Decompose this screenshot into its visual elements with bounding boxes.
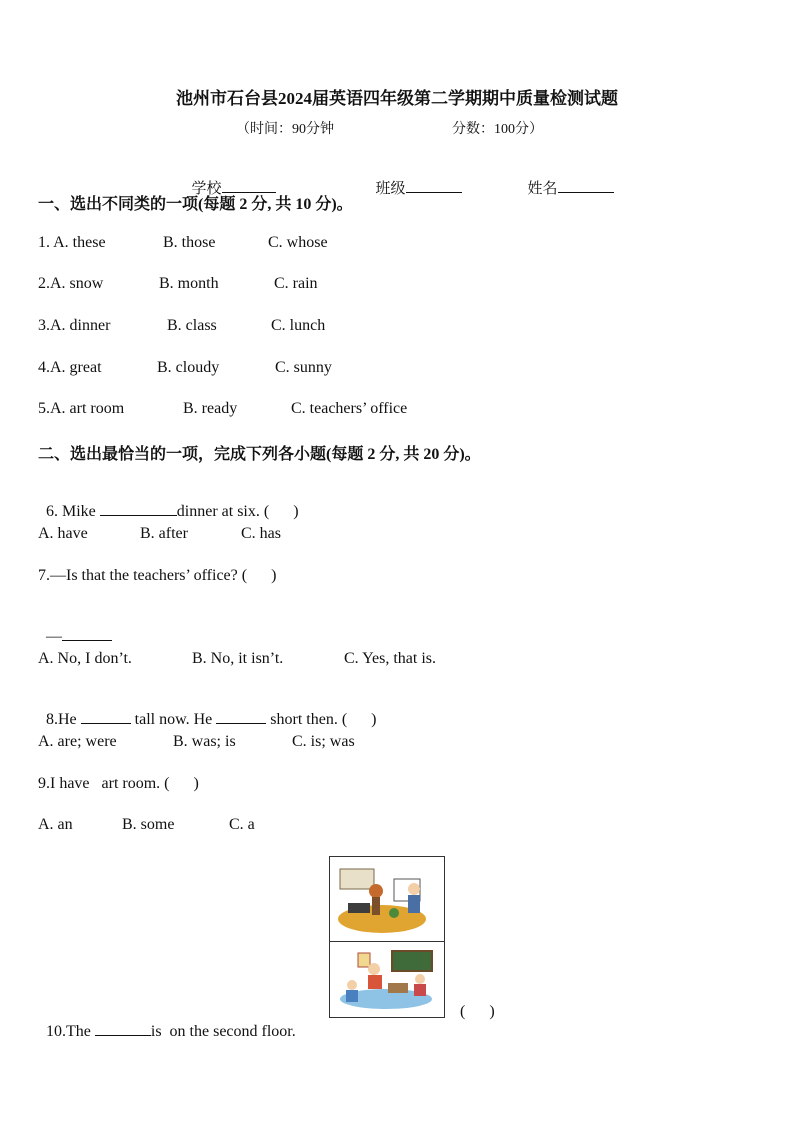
school-label: 学校 bbox=[191, 181, 222, 197]
exam-time: （时间：90分钟 bbox=[236, 122, 334, 137]
section1-heading: 一、选出不同类的一项(每题 2 分, 共 10 分)。 bbox=[38, 196, 353, 213]
q9-option-b[interactable]: B. some bbox=[122, 816, 175, 833]
q8-blank-1[interactable] bbox=[81, 709, 131, 724]
q3-option-a[interactable]: 3.A. dinner bbox=[38, 317, 111, 334]
name-label: 姓名 bbox=[527, 181, 558, 197]
q10-stem-start: 10.The bbox=[46, 1023, 95, 1040]
q8-option-c[interactable]: C. is; was bbox=[292, 733, 355, 750]
q1-option-b[interactable]: B. those bbox=[163, 234, 216, 251]
q8-option-b[interactable]: B. was; is bbox=[173, 733, 236, 750]
exam-score: 分数：100分） bbox=[452, 122, 543, 137]
question-8 bbox=[38, 691, 376, 729]
q10-answer-paren[interactable]: ( ) bbox=[460, 1003, 495, 1020]
section2-heading: 二、选出最恰当的一项，完成下列各小题(每题 2 分, 共 20 分)。 bbox=[38, 446, 481, 463]
q9-stem: 9.I have art room. ( ) bbox=[38, 775, 199, 792]
q8-option-a[interactable]: A. are; were bbox=[38, 733, 117, 750]
q9-option-c[interactable]: C. a bbox=[229, 816, 255, 833]
q6-option-b[interactable]: B. after bbox=[140, 525, 188, 542]
q3-option-c[interactable]: C. lunch bbox=[271, 317, 326, 334]
q8-stem-end: short then. ( ) bbox=[266, 711, 377, 728]
q3-option-b[interactable]: B. class bbox=[167, 317, 217, 334]
q8-stem-start: 8.He bbox=[46, 711, 81, 728]
q8-blank-2[interactable] bbox=[216, 709, 266, 724]
picture-divider bbox=[330, 941, 444, 942]
q6-blank[interactable] bbox=[100, 501, 177, 516]
name-field[interactable] bbox=[520, 160, 614, 198]
q7-dash: — bbox=[46, 628, 62, 645]
q9-option-a[interactable]: A. an bbox=[38, 816, 73, 833]
q5-option-c[interactable]: C. teachers’ office bbox=[291, 400, 408, 417]
q6-option-c[interactable]: C. has bbox=[241, 525, 281, 542]
q1-option-c[interactable]: C. whose bbox=[268, 234, 328, 251]
q4-option-b[interactable]: B. cloudy bbox=[157, 359, 220, 376]
q4-option-c[interactable]: C. sunny bbox=[275, 359, 332, 376]
q7-option-c[interactable]: C. Yes, that is. bbox=[344, 650, 437, 667]
q6-stem-end: dinner at six. ( ) bbox=[176, 503, 299, 520]
question-10 bbox=[38, 1003, 296, 1041]
q7-stem: 7.—Is that the teachers’ office? ( ) bbox=[38, 567, 277, 584]
question-6 bbox=[38, 483, 299, 521]
q10-blank[interactable] bbox=[95, 1021, 151, 1036]
q10-picture-frame bbox=[329, 856, 445, 1018]
q8-stem-mid: tall now. He bbox=[130, 711, 217, 728]
q7-option-a[interactable]: A. No, I don’t. bbox=[38, 650, 132, 667]
q6-option-a[interactable]: A. have bbox=[38, 525, 88, 542]
q1-option-a[interactable]: 1. A. these bbox=[38, 234, 106, 251]
q5-option-b[interactable]: B. ready bbox=[183, 400, 238, 417]
class-field[interactable] bbox=[368, 160, 462, 198]
q6-stem-start: 6. Mike bbox=[46, 503, 100, 520]
q5-option-a[interactable]: 5.A. art room bbox=[38, 400, 125, 417]
classroom-picture bbox=[334, 947, 438, 1013]
art-room-picture bbox=[334, 863, 438, 937]
q7-option-b[interactable]: B. No, it isn’t. bbox=[192, 650, 284, 667]
q4-option-a[interactable]: 4.A. great bbox=[38, 359, 102, 376]
q2-option-b[interactable]: B. month bbox=[159, 275, 219, 292]
q2-option-c[interactable]: C. rain bbox=[274, 275, 318, 292]
q10-stem-end: is on the second floor. bbox=[150, 1023, 296, 1040]
class-label: 班级 bbox=[375, 181, 406, 197]
q7-answer-line bbox=[38, 608, 112, 646]
q7-blank[interactable] bbox=[62, 626, 112, 641]
page-title: 池州市石台县2024届英语四年级第二学期期中质量检测试题 bbox=[176, 89, 618, 108]
q2-option-a[interactable]: 2.A. snow bbox=[38, 275, 104, 292]
